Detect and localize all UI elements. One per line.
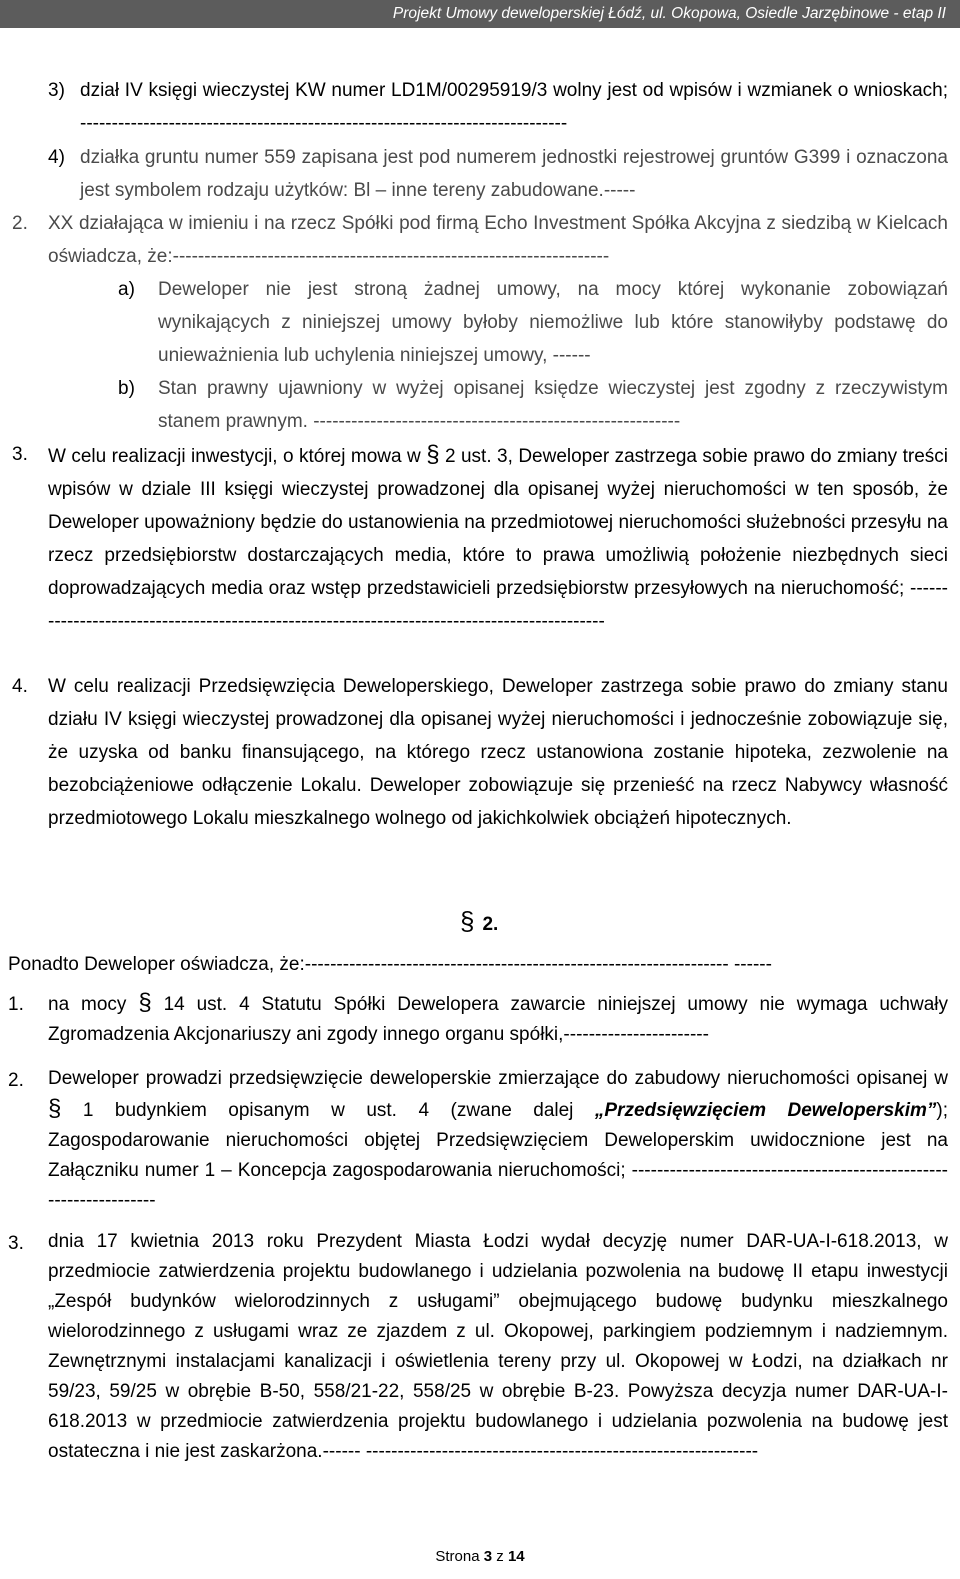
paragraph-text: Stan prawny ujawniony w wyżej opisanej księdze wieczystej jest zgodny z rzeczywistym stanem prawnym. ---------------------------------------------------------- bbox=[158, 378, 948, 432]
section-symbol: § bbox=[460, 906, 475, 936]
section-heading bbox=[460, 906, 498, 940]
footer-label: Strona bbox=[435, 1548, 480, 1565]
paragraph-text: ); Zagospodarowanie nieruchomości objętej Przedsięwzięciem Deweloperskim uwidocznione jest na Załączniku numer 1 – Koncepcja zagospodarowania nieruchomości; ------------------------------------------------------------------- bbox=[48, 1100, 948, 1211]
list-number: 3) bbox=[48, 80, 65, 101]
list-number: a) bbox=[118, 279, 135, 300]
paragraph-text: W celu realizacji Przedsięwzięcia Deweloperskiego, Deweloper zastrzega sobie prawo do zmiany stanu działu IV księgi wieczystej prowadzonej dla opisanej wyżej nieruchomości i jednocześnie zobowiązuje się, że uzyska od banku finansującego, na którego rzecz ustanowiona zostanie hipoteka, zezwolenie na bezobciążeniowe odłączenie Lokalu. Deweloper zobowiązuje się przenieść na rzecz Nabywcy własność przedmiotowego Lokalu mieszkalnego wolnego od jakichkolwiek obciążeń hipotecznych. bbox=[48, 676, 948, 829]
list-number: 2. bbox=[12, 213, 28, 234]
paragraph-text: działka gruntu numer 559 zapisana jest pod numerem jednostki rejestrowej gruntów G399 i oznaczona jest symbolem rodzaju użytków: Bl – inne tereny zabudowane.----- bbox=[80, 147, 948, 201]
page-total: 14 bbox=[507, 1548, 525, 1565]
paragraph-permit bbox=[48, 1227, 948, 1467]
header-title: Projekt Umowy deweloperskiej Łódź, ul. Okopowa, Osiedle Jarzębinowe - etap II bbox=[392, 5, 946, 22]
defined-term: „Przedsięwzięciem Deweloperskim” bbox=[594, 1100, 937, 1121]
page-number: 3 bbox=[483, 1548, 493, 1565]
paragraph-plot bbox=[80, 141, 948, 207]
paragraph-kw-status bbox=[80, 74, 948, 140]
paragraph-text: Deweloper prowadzi przedsięwzięcie deweloperskie zmierzające do zabudowy nieruchomości opisanej w bbox=[48, 1068, 948, 1089]
list-number: b) bbox=[118, 378, 135, 399]
paragraph-company-statement bbox=[48, 207, 948, 273]
paragraph-text: 2 ust. 3, Deweloper zastrzega sobie prawo do zmiany treści wpisów w dziale III księgi wieczystej prowadzonej dla opisanej wyżej nieruchomości w ten sposób, że Deweloper upoważniony będzie do ustanowienia na przedmiotowej nieruchomości służebności przesyłu na rzecz przedsiębiorstw dostarczających media, które to prawa umożliwią położenie niezbędnych sieci doprowadzających media oraz wstęp przedstawicieli przedsiębiorstw przesyłowych na nieruchomość; ---------------------------------------------------------------------------------------------- bbox=[48, 446, 948, 632]
paragraph-statute bbox=[48, 988, 948, 1050]
list-number: 4) bbox=[48, 147, 65, 168]
paragraph-sub-a bbox=[158, 273, 948, 372]
paragraph-text: na mocy bbox=[48, 994, 127, 1015]
page-footer bbox=[0, 1548, 960, 1565]
paragraph-text: Deweloper nie jest stroną żadnej umowy, na mocy której wykonanie zobowiązań wynikających z niniejszej umowy byłoby niemożliwe lub które stanowiłyby podstawę do unieważnienia lub uchylenia niniejszej umowy, ------ bbox=[158, 279, 948, 366]
list-number: 2. bbox=[8, 1070, 24, 1091]
footer-separator: z bbox=[496, 1548, 504, 1565]
section-symbol: § bbox=[426, 441, 440, 468]
paragraph-mortgage bbox=[48, 670, 948, 835]
paragraph-text: dział IV księgi wieczystej KW numer LD1M/00295919/3 wolny jest od wpisów i wzmianek o wnioskach; ----------------------------------------------------------------------------- bbox=[80, 80, 948, 134]
paragraph-text: W celu realizacji inwestycji, o której mowa w bbox=[48, 446, 421, 467]
paragraph-text: dnia 17 kwietnia 2013 roku Prezydent Miasta Łodzi wydał decyzję numer DAR-UA-I-618.2013, w przedmiocie zatwierdzenia projektu budowlanego i udzielania pozwolenia na budowę II etapu inwestycji „Zespół budynków wielorodzinnych z usługami” obejmującego budowę budynku mieszkalnego wielorodzinnego z usługami wraz ze zjazdem z ul. Okopowej, parkingiem podziemnym i nadziemnym. Zewnętrznymi instalacjami kanalizacji i oświetlenia tereny przy ul. Okopowej w Łodzi, na działkach nr 59/23, 59/25 w obrębie B-50, 558/21-22, 558/25 w obrębie B-23. Powyższa decyzja numer DAR-UA-I-618.2013 w przedmiocie zatwierdzenia projektu budowlanego i udzielania pozwolenia na budowę jest ostateczna i nie jest zaskarżona.------ -------------------------------------------------------------- bbox=[48, 1231, 948, 1462]
section-symbol: § bbox=[138, 989, 152, 1016]
paragraph-investment bbox=[48, 1064, 948, 1216]
list-number: 3. bbox=[12, 444, 28, 465]
list-number: 4. bbox=[12, 676, 28, 697]
paragraph-text: Ponadto Deweloper oświadcza, że:------------------------------------------------------------------- ------ bbox=[8, 954, 772, 975]
paragraph-text: 1 budynkiem opisanym w ust. 4 (zwane dalej bbox=[82, 1100, 574, 1121]
paragraph-text: 14 ust. 4 Statutu Spółki Dewelopera zawarcie niniejszej umowy nie wymaga uchwały Zgromadzenia Akcjonariuszy ani zgody innego organu spółki,----------------------- bbox=[48, 994, 949, 1045]
section-symbol: § bbox=[48, 1095, 62, 1122]
paragraph-sub-b bbox=[158, 372, 948, 438]
paragraph-intro bbox=[8, 948, 948, 981]
page-header bbox=[0, 0, 960, 28]
paragraph-text: XX działająca w imieniu i na rzecz Spółki pod firmą Echo Investment Spółka Akcyjna z siedzibą w Kielcach oświadcza, że:--------------------------------------------------------------------- bbox=[48, 213, 948, 267]
section-number: 2. bbox=[482, 914, 499, 935]
list-number: 3. bbox=[8, 1233, 24, 1254]
list-number: 1. bbox=[8, 994, 24, 1015]
paragraph-easement bbox=[48, 438, 948, 638]
